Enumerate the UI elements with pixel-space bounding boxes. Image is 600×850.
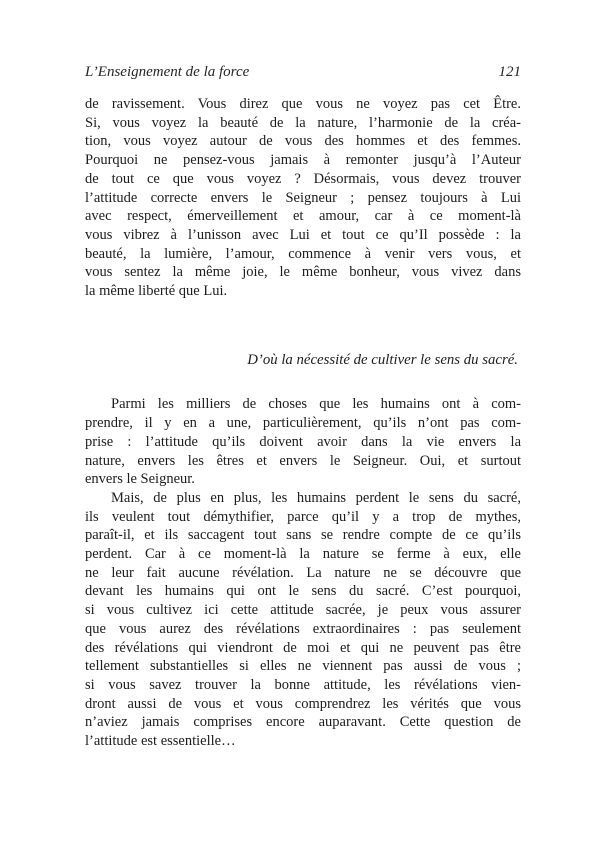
text-line: si vous cultivez ici cette attitude sacrée, je peux vous assurer (85, 602, 521, 619)
text-body (85, 95, 521, 751)
text-line: de ravissement. Vous direz que vous ne voyez pas cet Être. (85, 96, 521, 112)
text-line: ne leur fait aucune révélation. La nature ne se découvre que (85, 564, 521, 581)
text-line: tellement substantielles si elles ne viennent pas aussi de vous ; (85, 658, 521, 675)
text-line: de tout ce que vous voyez ? Désormais, vous devez trouver (85, 170, 521, 187)
text-line: que vous aurez des révélations extraordinaires : pas seulement (85, 620, 521, 637)
text-line: Parmi les milliers de choses que les humains ont à com- (111, 396, 521, 413)
text-line: l’attitude est essentielle… (85, 733, 236, 750)
text-line: paraît-il, et ils saccagent tout sans se rendre compte de ce qu’ils (85, 527, 521, 544)
text-line: l’attitude correcte envers le Seigneur ; pensez toujours à Lui (85, 189, 521, 206)
text-line: nature, envers les êtres et envers le Seigneur. Oui, et surtout (85, 452, 521, 469)
page-number: 121 (498, 64, 521, 80)
text-line: vous sentez la même joie, le même bonheur, vous vivez dans (85, 264, 521, 281)
text-line: si vous savez trouver la bonne attitude, les révélations vien- (85, 676, 521, 693)
text-line: envers le Seigneur. (85, 471, 195, 488)
text-line: avec respect, émerveillement et amour, car à ce moment-là (85, 208, 521, 225)
text-line: prendre, il y en a une, particulièrement, qu’ils n’ont pas com- (85, 415, 521, 432)
text-line: perdent. Car à ce moment-là la nature se ferme à eux, elle (85, 546, 521, 563)
page-content (85, 63, 521, 751)
text-line: tion, vous voyez autour de vous des hommes et des femmes. (85, 133, 521, 150)
text-line: des révélations qui viendront de moi et qui ne peuvent pas être (85, 639, 521, 656)
paragraph (85, 489, 521, 751)
text-line: beauté, la lumière, l’amour, commence à venir vers vous, et (85, 245, 521, 262)
text-line: Si, vous voyez la beauté de la nature, l’harmonie de la créa- (85, 114, 521, 131)
text-line: ils veulent tout démythifier, parce qu’il y a trop de mythes, (85, 508, 521, 525)
text-line: n’aviez jamais comprises encore auparavant. Cette question de (85, 714, 521, 731)
running-header (85, 63, 521, 81)
text-line: la même liberté que Lui. (85, 283, 228, 300)
running-header-title: L’Enseignement de la force (85, 64, 250, 80)
paragraph (85, 395, 521, 489)
text-line: dront aussi de vous et vous comprendrez les vérités que vous (85, 695, 521, 712)
paragraph (85, 95, 521, 301)
text-line: prise : l’attitude qu’ils doivent avoir dans la vie envers la (85, 433, 521, 450)
text-line: vous vibrez à l’unisson avec Lui et tout ce qu’Il possède : la (85, 226, 521, 243)
text-line: Mais, de plus en plus, les humains perdent le sens du sacré, (111, 489, 521, 506)
text-line: Pourquoi ne pensez-vous jamais à remonter jusqu’à l’Auteur (85, 152, 521, 169)
section-heading: D’où la nécessité de cultiver le sens du sacré. (247, 351, 518, 368)
text-line: devant les humains qui ont le sens du sacré. C’est pourquoi, (85, 583, 521, 600)
